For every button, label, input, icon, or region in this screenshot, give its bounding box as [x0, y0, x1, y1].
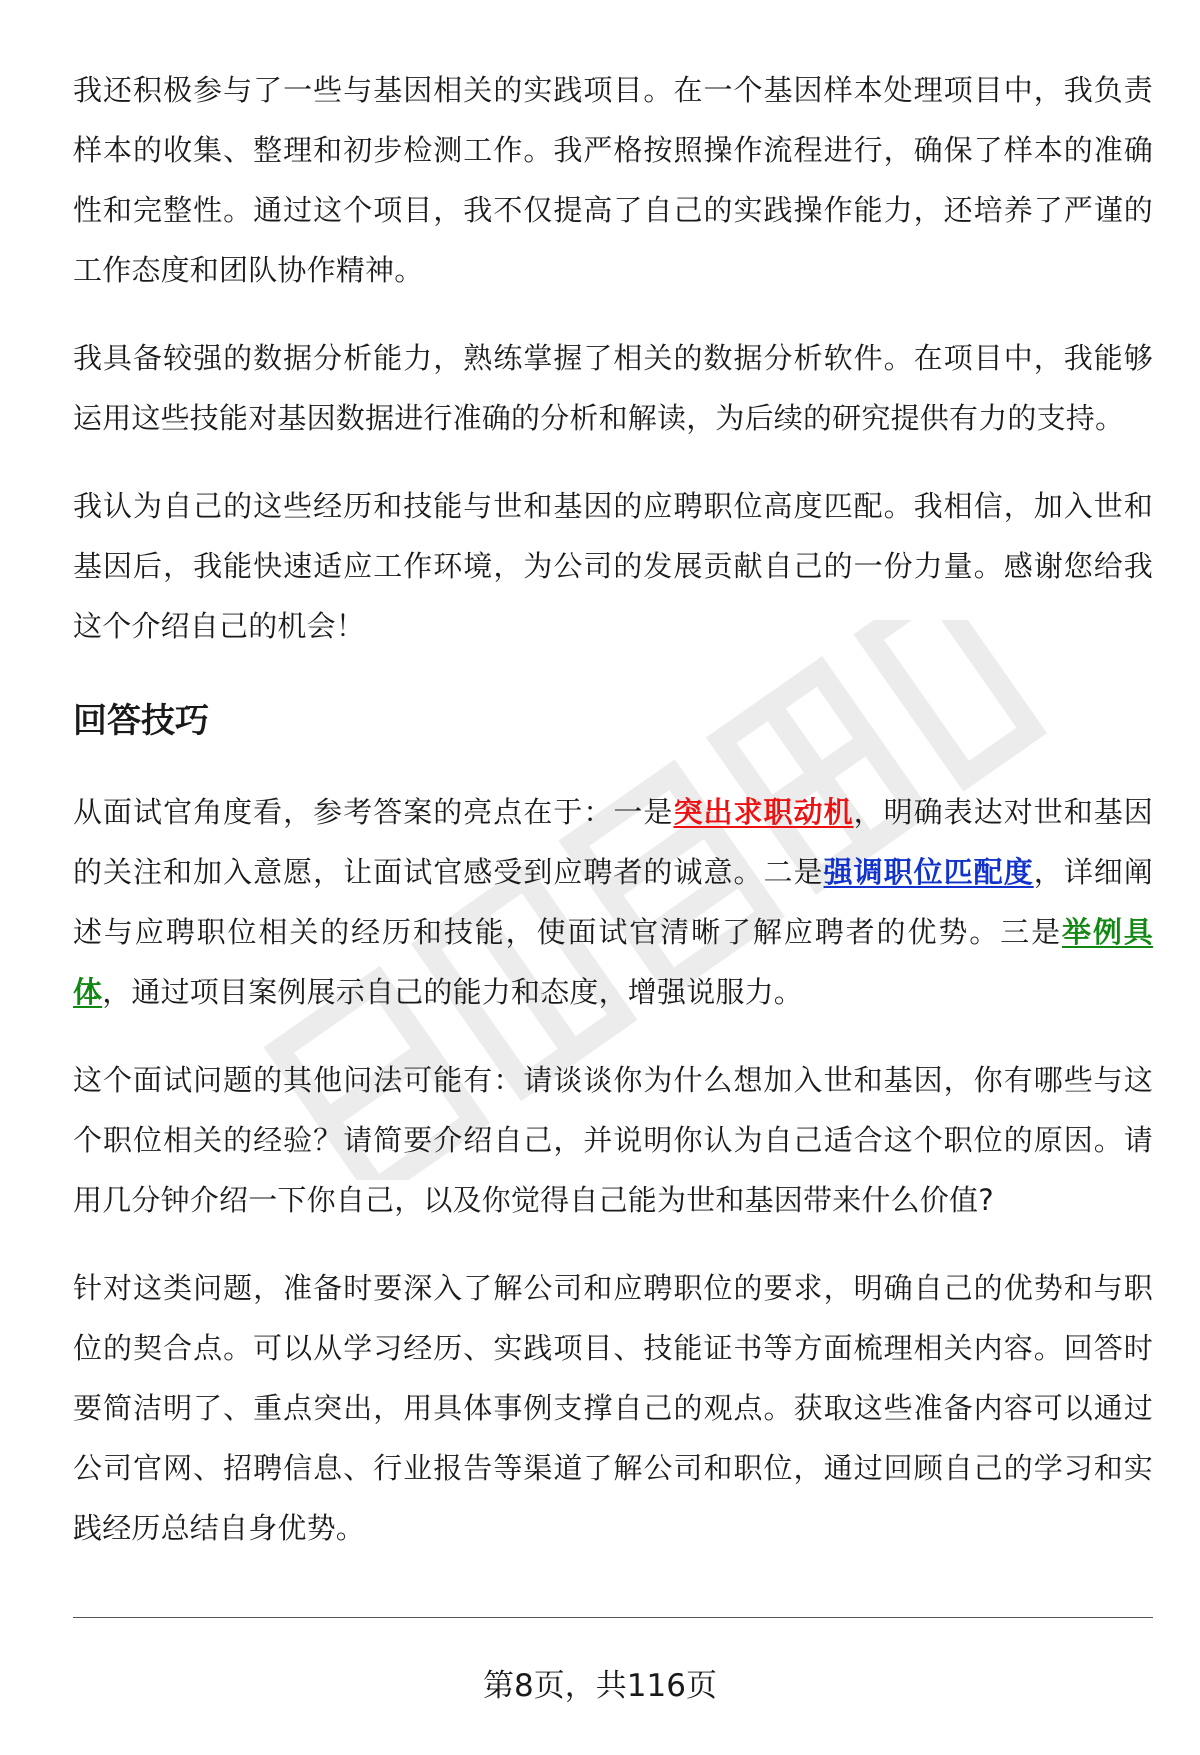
tips-text: 从面试官角度看，参考答案的亮点在于：一是	[73, 795, 674, 829]
body-paragraph: 我还积极参与了一些与基因相关的实践项目。在一个基因样本处理项目中，我负责样本的收集、整理和初步检测工作。我严格按照操作流程进行，确保了样本的准确性和完整性。通过这个项目，我不仅提高了自己的实践操作能力，还培养了严谨的工作态度和团队协作精神。	[73, 73, 1153, 287]
tips-text: ，明确表达对世和基因的关注和加入意愿，让面试官感受到应聘者的诚意。二是	[73, 795, 1153, 889]
footer-divider	[73, 1617, 1153, 1618]
document-body	[73, 60, 1153, 1586]
page-number: 第8页，共116页	[483, 1668, 717, 1704]
body-paragraph: 我具备较强的数据分析能力，熟练掌握了相关的数据分析软件。在项目中，我能够运用这些技能对基因数据进行准确的分析和解读，为后续的研究提供有力的支持。	[73, 341, 1153, 435]
body-paragraph: 针对这类问题，准备时要深入了解公司和应聘职位的要求，明确自己的优势和与职位的契合点。可以从学习经历、实践项目、技能证书等方面梳理相关内容。回答时要简洁明了、重点突出，用具体事例支撑自己的观点。获取这些准备内容可以通过公司官网、招聘信息、行业报告等渠道了解公司和职位，通过回顾自己的学习和实践经历总结自身优势。	[73, 1271, 1153, 1545]
highlight-job-match: 强调职位匹配度	[823, 855, 1034, 889]
highlight-motivation: 突出求职动机	[673, 795, 854, 829]
tips-text: ，详细阐述与应聘职位相关的经历和技能，使面试官清晰了解应聘者的优势。三是	[73, 855, 1153, 949]
section-heading: 回答技巧	[73, 701, 209, 741]
tips-text: ，通过项目案例展示自己的能力和态度，增强说服力。	[102, 975, 804, 1009]
body-paragraph: 这个面试问题的其他问法可能有：请谈谈你为什么想加入世和基因，你有哪些与这个职位相关的经验？请简要介绍自己，并说明你认为自己适合这个职位的原因。请用几分钟介绍一下你自己，以及你觉得自己能为世和基因带来什么价值?	[73, 1063, 1153, 1217]
body-paragraph: 我认为自己的这些经历和技能与世和基因的应聘职位高度匹配。我相信，加入世和基因后，我能快速适应工作环境，为公司的发展贡献自己的一份力量。感谢您给我这个介绍自己的机会！	[73, 489, 1153, 643]
tips-paragraph	[73, 782, 1153, 1022]
highlight-examples: 举例具体	[73, 915, 1153, 1009]
